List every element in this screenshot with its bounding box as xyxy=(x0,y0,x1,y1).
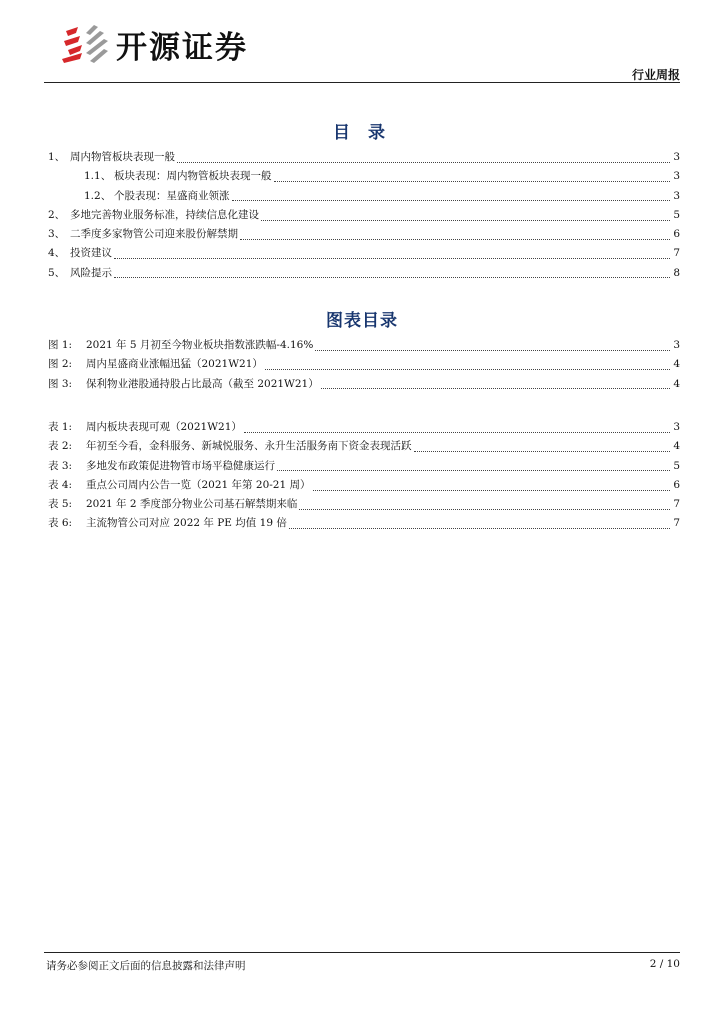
table-entry-page: 4 xyxy=(673,440,680,453)
toc-leader-dots xyxy=(232,199,671,201)
toc-leader-dots xyxy=(274,180,671,182)
toc-entry[interactable] xyxy=(48,244,680,263)
toc-subentry[interactable] xyxy=(48,187,680,206)
table-entry-page: 6 xyxy=(673,478,680,491)
table-entry-page: 7 xyxy=(673,517,680,530)
header-divider xyxy=(44,82,680,83)
toc-leader-dots xyxy=(240,238,670,240)
table-entry-title: 主流物管公司对应 2022 年 PE 均值 19 倍 xyxy=(86,517,287,530)
toc-leader-dots xyxy=(277,469,670,471)
toc-leader-dots xyxy=(299,508,670,510)
toc-title: 目 录 xyxy=(333,123,391,143)
figure-entry[interactable] xyxy=(48,355,680,374)
figure-entry-number: 图 1: xyxy=(48,339,73,351)
toc-leader-dots xyxy=(289,527,670,529)
toc-entry-number: 1.1、 xyxy=(84,170,112,183)
toc-entry-title: 周内物管板块表现一般 xyxy=(70,151,175,163)
figure-list xyxy=(48,336,680,394)
toc-leader-dots xyxy=(265,368,670,370)
table-entry-title: 2021 年 2 季度部分物业公司基石解禁期来临 xyxy=(86,498,298,511)
toc-leader-dots xyxy=(114,276,670,278)
figure-entry-page: 4 xyxy=(673,377,680,390)
figure-entry-title: 2021 年 5 月初至今物业板块指数涨跌幅-4.16% xyxy=(86,339,314,351)
table-entry[interactable] xyxy=(48,514,680,533)
table-entry-number: 表 3: xyxy=(48,459,73,472)
table-entry-number: 表 2: xyxy=(48,440,73,453)
toc-entry[interactable] xyxy=(48,206,680,225)
figure-entry[interactable] xyxy=(48,336,680,355)
toc-entry-number: 4、 xyxy=(48,247,66,260)
kaiyuan-logo-icon xyxy=(60,23,110,65)
figure-entry[interactable] xyxy=(48,375,680,394)
toc-entry-title: 二季度多家物管公司迎来股份解禁期 xyxy=(70,228,238,241)
table-entry[interactable] xyxy=(48,457,680,476)
figure-entry-title: 保利物业港股通持股占比最高（截至 2021W21） xyxy=(86,377,319,390)
toc-entry-page: 6 xyxy=(673,228,680,241)
table-entry-title: 周内板块表现可观（2021W21） xyxy=(86,421,242,433)
table-entry-number: 表 6: xyxy=(48,517,73,530)
table-entry-page: 3 xyxy=(673,421,680,433)
toc-entry-title: 多地完善物业服务标准，持续信息化建设 xyxy=(70,208,259,221)
toc-entry-number: 2、 xyxy=(48,208,66,221)
disclaimer-note: 请务必参阅正文后面的信息披露和法律声明 xyxy=(46,960,246,972)
toc-entry-page: 3 xyxy=(673,151,680,163)
toc-entry[interactable] xyxy=(48,148,680,167)
toc-list xyxy=(48,148,680,283)
figure-entry-title: 周内星盛商业涨幅迅猛（2021W21） xyxy=(86,358,263,371)
toc-entry-title: 风险提示 xyxy=(70,266,112,279)
toc-leader-dots xyxy=(414,450,671,452)
toc-entry-page: 5 xyxy=(673,208,680,221)
page-number: 2 / 10 xyxy=(649,958,680,970)
document-type-label: 行业周报 xyxy=(631,68,680,82)
toc-entry-page: 3 xyxy=(673,189,680,202)
toc-entry-page: 8 xyxy=(673,266,680,279)
figure-entry-page: 3 xyxy=(673,339,680,351)
toc-entry-page: 7 xyxy=(673,247,680,260)
toc-entry[interactable] xyxy=(48,264,680,283)
toc-entry-title: 投资建议 xyxy=(70,247,112,260)
toc-entry-number: 5、 xyxy=(48,266,66,279)
table-entry-title: 年初至今看，金科服务、新城悦服务、永升生活服务南下资金表现活跃 xyxy=(86,440,412,453)
table-entry-number: 表 1: xyxy=(48,421,73,433)
figure-toc-title: 图表目录 xyxy=(326,311,398,331)
figure-entry-number: 图 2: xyxy=(48,358,73,371)
table-list xyxy=(48,418,680,534)
toc-entry-number: 3、 xyxy=(48,228,66,241)
toc-entry-title: 个股表现：星盛商业领涨 xyxy=(114,189,230,202)
table-entry-title: 多地发布政策促进物管市场平稳健康运行 xyxy=(86,459,275,472)
toc-leader-dots xyxy=(315,349,670,351)
table-entry-number: 表 5: xyxy=(48,498,73,511)
table-entry-number: 表 4: xyxy=(48,478,73,491)
toc-leader-dots xyxy=(114,257,670,259)
toc-entry-number: 1.2、 xyxy=(84,189,112,202)
table-entry-title: 重点公司周内公告一览（2021 年第 20-21 周） xyxy=(86,478,311,491)
figure-entry-page: 4 xyxy=(673,358,680,371)
toc-entry-page: 3 xyxy=(673,170,680,183)
toc-leader-dots xyxy=(177,161,670,163)
logo-text: 开源证券 xyxy=(116,29,248,66)
toc-entry-title: 板块表现：周内物管板块表现一般 xyxy=(114,170,272,183)
table-entry[interactable] xyxy=(48,495,680,514)
table-entry[interactable] xyxy=(48,476,680,495)
toc-subentry[interactable] xyxy=(48,167,680,186)
toc-leader-dots xyxy=(313,489,670,491)
table-entry[interactable] xyxy=(48,437,680,456)
toc-leader-dots xyxy=(244,431,670,433)
toc-entry-number: 1、 xyxy=(48,151,66,163)
figure-entry-number: 图 3: xyxy=(48,377,73,390)
toc-leader-dots xyxy=(321,387,670,389)
toc-leader-dots xyxy=(261,219,670,221)
toc-entry[interactable] xyxy=(48,225,680,244)
footer-divider xyxy=(44,952,680,953)
table-entry-page: 5 xyxy=(673,459,680,472)
table-entry-page: 7 xyxy=(673,498,680,511)
company-logo xyxy=(60,22,248,66)
table-entry[interactable] xyxy=(48,418,680,437)
